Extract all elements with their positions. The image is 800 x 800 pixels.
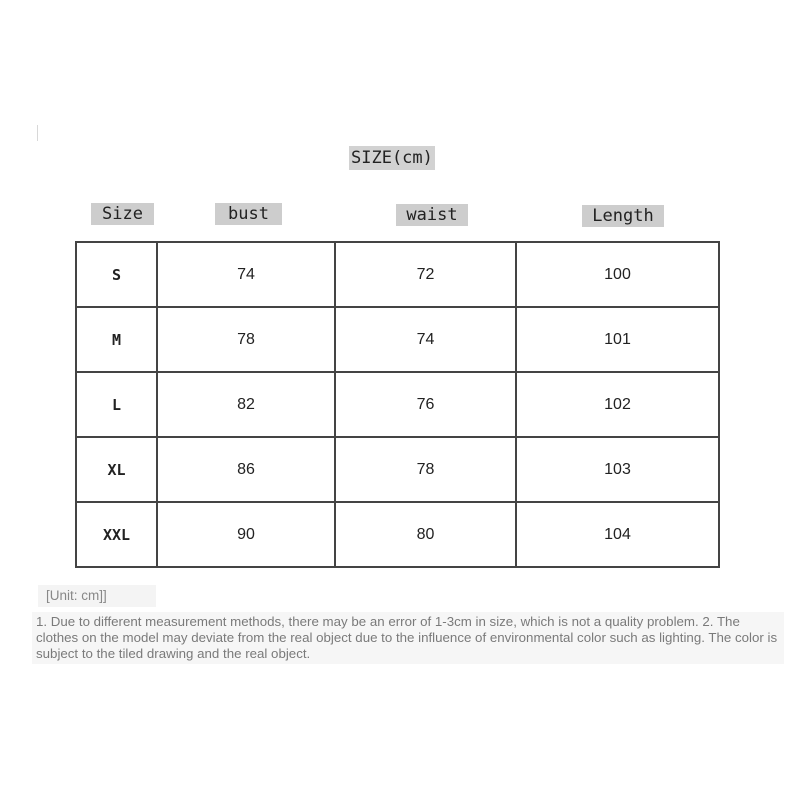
size-cell: XXL [76, 502, 157, 567]
size-cell: XL [76, 437, 157, 502]
table-row [76, 242, 719, 307]
unit-label: [Unit: cm]] [38, 585, 156, 607]
decorative-divider [37, 125, 38, 141]
bust-cell: 82 [157, 372, 335, 437]
table-row [76, 307, 719, 372]
waist-cell: 78 [335, 437, 516, 502]
length-cell: 101 [516, 307, 719, 372]
size-chart-title: SIZE(cm) [351, 148, 433, 168]
header-size: Size [91, 203, 154, 225]
length-cell: 104 [516, 502, 719, 567]
waist-cell: 74 [335, 307, 516, 372]
bust-cell: 74 [157, 242, 335, 307]
waist-cell: 80 [335, 502, 516, 567]
length-cell: 102 [516, 372, 719, 437]
size-table [75, 241, 720, 568]
table-row [76, 437, 719, 502]
header-bust: bust [215, 203, 282, 225]
size-cell: S [76, 242, 157, 307]
size-cell: L [76, 372, 157, 437]
length-cell: 100 [516, 242, 719, 307]
header-waist: waist [396, 204, 468, 226]
bust-cell: 86 [157, 437, 335, 502]
header-length: Length [582, 205, 664, 227]
bust-cell: 78 [157, 307, 335, 372]
waist-cell: 72 [335, 242, 516, 307]
table-row [76, 502, 719, 567]
size-cell: M [76, 307, 157, 372]
table-row [76, 372, 719, 437]
length-cell: 103 [516, 437, 719, 502]
waist-cell: 76 [335, 372, 516, 437]
bust-cell: 90 [157, 502, 335, 567]
measurement-note: 1. Due to different measurement methods, there may be an error of 1-3cm in size, which is not a quality problem. 2. The clothes on the model may deviate from the real object due to the influence of environmental color such as lighting. The color is subject to the tiled drawing and the real object. [32, 612, 784, 664]
